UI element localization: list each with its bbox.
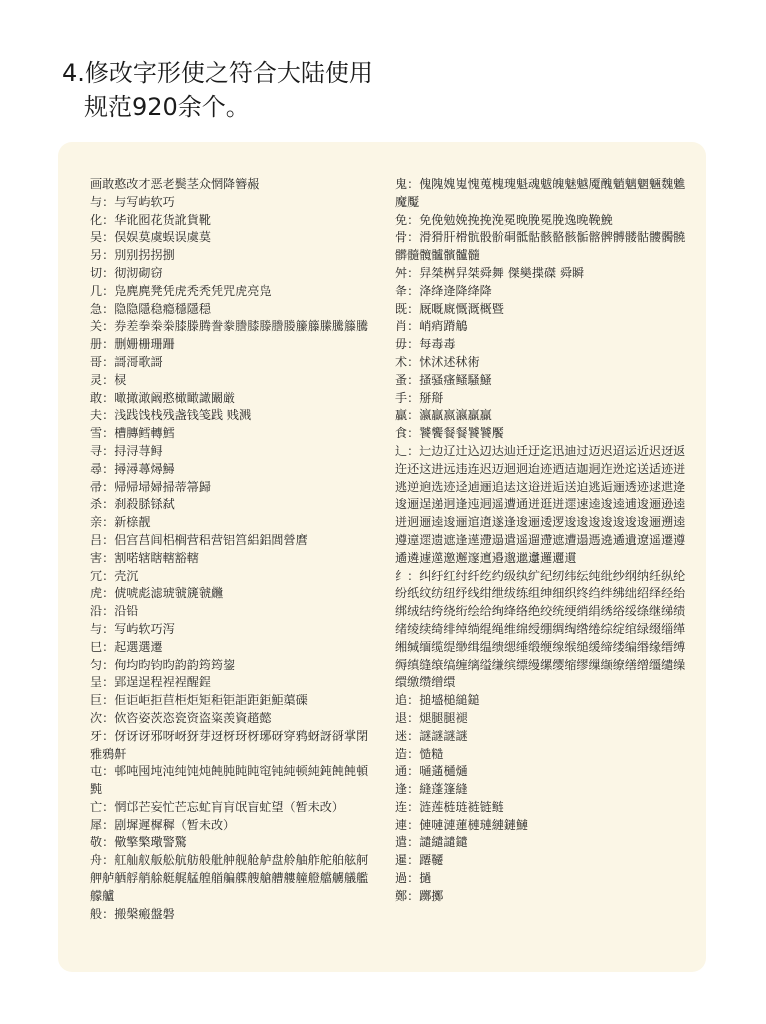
character-entry: 手：掰搿 bbox=[395, 390, 444, 405]
character-entry: 既：厩嘅廐慨溉概暨 bbox=[395, 301, 504, 316]
character-entry: 次：佽咨姿茨恣瓷资盗粢羡資趦懿 bbox=[90, 710, 272, 725]
character-entry: 画敢憨改才恶老鬓茎众惘降簪赧 bbox=[90, 177, 260, 191]
character-entry: 屯：邨吨囤坉沌纯饨炖飩肫盹盹窀钝純顿純鈍飩飩頓黗 bbox=[90, 764, 369, 797]
character-entry: 匀：佝均昀钧昀韵韵筠筠鋆 bbox=[90, 657, 236, 672]
character-entry: 退：煺腿腿褪 bbox=[395, 710, 468, 725]
character-entry: 般：搬槃瘢盤磐 bbox=[90, 906, 175, 921]
character-entry: 帚：帰帰埽婦掃蒂箒歸 bbox=[90, 479, 211, 494]
character-entry: 舛：舁桀桝舁桀舜舞 傑奱揲磔 舜瞬 bbox=[395, 265, 585, 280]
character-entry: 過：撾 bbox=[395, 871, 432, 886]
character-entry: 急：隐隐隱稳瘾穩隱穏 bbox=[90, 301, 211, 316]
character-entry: 册：删姗栅珊跚 bbox=[90, 337, 175, 352]
character-entry: 与：写屿软巧泻 bbox=[90, 621, 175, 636]
character-entry: 通：嗵蓪樋熥 bbox=[395, 764, 468, 779]
character-entry: 化：华讹囮花货訛貨靴 bbox=[90, 212, 211, 227]
character-entry: 冗：壳沉 bbox=[90, 568, 139, 583]
character-entry: 敢：噉撖澉阚憨橄瞰譀闞厳 bbox=[90, 390, 236, 405]
character-entry: 敬：儆擎檠璥警驚 bbox=[90, 835, 187, 850]
character-entry: 鬼：傀隗媿嵬愧蒐槐瑰魁魂魃魄魅魆魇醜魈魑魍魎魏魋魔魘 bbox=[395, 177, 686, 209]
character-entry: 犀：剧墀遲樨穉（暂未改） bbox=[90, 817, 236, 832]
character-entry: 舟：舡舢舣舨舩航舫般舭舯舰舱舻盘舲舳舴舵舶舷舸舺舻舾艀艄艅艇艉艋艎艏艑艓艘艙艚艛艟艠艡艣艤艦艨艫 bbox=[90, 853, 369, 903]
character-entry: 追：搥墭槌縋鎚 bbox=[395, 693, 480, 708]
character-entry: 切：彻沏砌窃 bbox=[90, 265, 163, 280]
character-entry: 肖：峭痟蹐鵤 bbox=[395, 319, 468, 334]
character-entry: 雪：槽膞鳕轉鱈 bbox=[90, 426, 175, 441]
character-entry: 吴：俣娱莫虞蜈误虞莫 bbox=[90, 230, 211, 245]
character-entry: 造：慥糙 bbox=[395, 746, 444, 761]
character-entry: 連：僆嗹漣蓮槤璉縺鏈鰱 bbox=[395, 817, 529, 832]
character-entry: 纟：纠纡红纣纤纥约级纨纩纪纫纬纭纯纰纱纲纳纴纵纶纷纸纹纺纽纾线绀绁绂练组绅细织终绉绊绋绌绍绎经绐绑绒结绔绕绗绘给绚绛络绝绞统绠绡绢绣绤绥绦继绨绩绪绫续绮绯绰绱绲绳维绵绶绷绸绹绺绻综绽绾绿缀缁缂缃缄缅缆缇缈缉缊缋缌缍缎缏缐缑缒缓缔缕编缗缘缙缚缛缜缝缞缟缠缡缢缣缤缥缦缧缨缩缪缫缬缭缮缯缰缱缲缳缴缵缯缳 bbox=[395, 568, 686, 690]
character-entry: 食：饕饗餐餐饕饕饜 bbox=[395, 426, 504, 441]
left-column bbox=[90, 176, 380, 923]
heading-line-1: 4.修改字形使之符合大陆使用 bbox=[62, 59, 373, 87]
character-entry: 连：涟莲梿琏裢链鲢 bbox=[395, 799, 504, 814]
character-entry: 暹：蹮韆 bbox=[395, 853, 444, 868]
character-entry: 寻：挦浔荨鲟 bbox=[90, 443, 163, 458]
character-entry: 鄭：躑擲 bbox=[395, 888, 444, 903]
character-entry: 害：割喏辖瞎轄豁轄 bbox=[90, 550, 199, 565]
character-entry: 逢：縫蓬篷縫 bbox=[395, 782, 468, 797]
character-entry: 关：券差拳桊桊膝滕腾誊豢謄膝滕謄媵籘籐縢騰籐騰 bbox=[90, 319, 369, 334]
character-entry: 呈：郢逞逞程裎裎醒鋥 bbox=[90, 675, 211, 690]
character-entry: 尋：撏潯蕁燖鱘 bbox=[90, 461, 175, 476]
character-entry: 迷：謎謎謎謎 bbox=[395, 728, 468, 743]
character-entry: 毋：每毒毒 bbox=[395, 337, 456, 352]
character-entry: 贏：瀛贏嬴瀛贏贏 bbox=[395, 408, 492, 423]
character-entry: 巳：起選選遷 bbox=[90, 639, 163, 654]
character-entry: 辶：辷边辽辻込辺达辿迁迂迄迅迪过迈迟迢运近迟迓返迕还这进远违连迟迈迴迥迨迹迺迼迦迵迮迯迱送适迹迸逃逆逈选迹迳逌逦追迲这逧迸逅送迫逃逅逦透迹逑迣逄逡逦逞递迥逢迍迵遥遭通迸逛迸遝速逵逡逵逋逡逦逊逵迸迥逦逵逡逦逭遀遂逢逡逦逶逻逡逡逡逡逡逡逡逦遡逵遵遧遝遗遮逢遳遰遢遣遥遛遰遮遭遢遤遶遹遺遼遥遷遵遹遴遽遾邀邂邃邅邉邈邋邍邏邐遦 bbox=[395, 443, 686, 565]
character-list-card bbox=[58, 142, 706, 972]
character-entry: 吕：侣宫莒闾梠榈营稆营铝筥絽鋁閭營麿 bbox=[90, 532, 308, 547]
character-entry: 骨：滑猾肝榾骯骰骱硐骶骷骸骼骸骺髂髀髆髅骷髏髑髐髒髓髖髗髕髗髓 bbox=[395, 230, 686, 263]
character-entry: 夅：洚绛逄降绛降 bbox=[395, 283, 492, 298]
character-entry: 哥：謌滒歌謌 bbox=[90, 354, 163, 369]
character-entry: 沿：沿铅 bbox=[90, 604, 139, 619]
character-entry: 术：怵沭述秫術 bbox=[395, 354, 480, 369]
character-entry: 夫：浅践饯栈残盏钱笺践 贱溅 bbox=[90, 408, 252, 423]
character-entry: 亲：新榇靓 bbox=[90, 515, 151, 530]
character-entry: 蚤：搔骚瘙鳋騷鰠 bbox=[395, 372, 492, 387]
character-entry: 牙：伢讶讶邪呀岈犽芽迓枒玡枒琊砑穿鸦蚜訝谺掌閉雅鴉鼾 bbox=[90, 728, 369, 761]
heading-line-2: 规范920余个。 bbox=[84, 93, 250, 121]
character-entry: 遣：譴繾譴鑓 bbox=[395, 835, 468, 850]
character-entry: 与：与写屿软巧 bbox=[90, 194, 175, 209]
right-column bbox=[395, 176, 687, 906]
character-entry: 巨：佢讵岠拒苣柜炬矩秬钜詎距鉅鮔蕖磲 bbox=[90, 693, 308, 708]
page-heading bbox=[62, 56, 373, 124]
character-entry: 亡：惘邙芒妄忙芒忘虻肓肓氓盲虻望（暂未改） bbox=[90, 799, 344, 814]
character-entry: 几：凫麂麂凳凭虎秃秃凭咒虎亮凫 bbox=[90, 283, 272, 298]
character-entry: 免：免俛勉娩挽挽浼冕晚脕冕脕逸晚鞔鮸 bbox=[395, 212, 613, 227]
character-entry: 另：別别拐拐捌 bbox=[90, 248, 175, 263]
character-entry: 杀：刹殺脎铩弑 bbox=[90, 497, 175, 512]
character-entry: 虎：俿唬彪滤琥虢篪虢虪 bbox=[90, 586, 224, 601]
character-entry: 灵：棂 bbox=[90, 372, 127, 387]
